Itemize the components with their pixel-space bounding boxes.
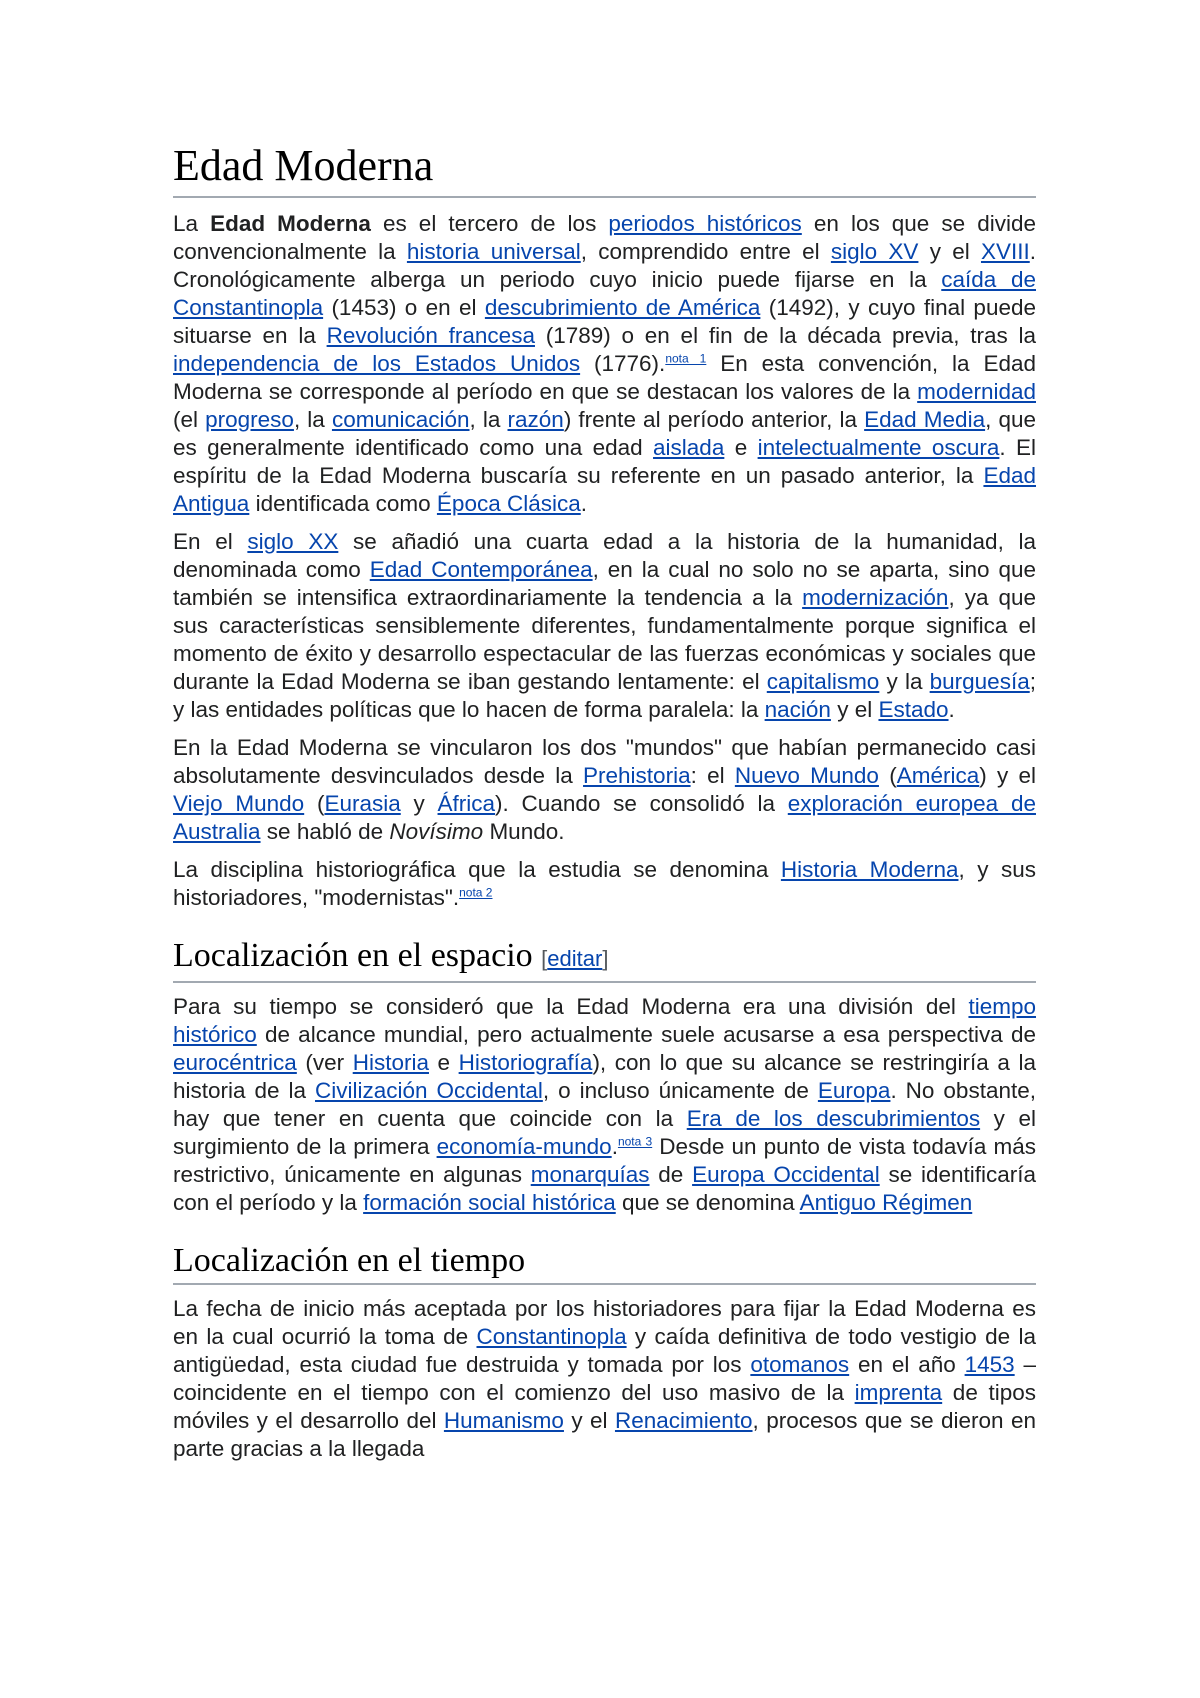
text-run: . No obstante, hay que tener en cuenta que coincide con la: [173, 1078, 1036, 1131]
wiki-link[interactable]: formación social histórica: [363, 1190, 616, 1215]
text-run: y el surgimiento de la primera: [173, 1106, 1037, 1159]
wiki-link[interactable]: Constantinopla: [476, 1324, 627, 1349]
paragraph: [173, 734, 1036, 846]
paragraph: [173, 856, 1036, 912]
wiki-link[interactable]: intelectualmente oscura: [757, 435, 1000, 460]
text-run: Desde un punto de vista todavía más restrictivo, únicamente en algunas: [173, 1134, 1036, 1187]
text-run: , que es generalmente identificado como una edad: [173, 407, 1036, 460]
wiki-link[interactable]: economía-mundo: [436, 1134, 612, 1159]
text-run: : el: [690, 763, 735, 788]
wiki-link[interactable]: descubrimiento de América: [484, 295, 761, 320]
footnote-link[interactable]: nota 1: [665, 351, 707, 366]
paragraph: [173, 993, 1036, 1217]
text-run: . Cronológicamente alberga un periodo cuyo inicio puede fijarse en la: [173, 239, 1037, 292]
wiki-link[interactable]: Revolución francesa: [326, 323, 535, 348]
text-run: .: [611, 1134, 618, 1159]
text-run: identificada como: [249, 491, 437, 516]
section-heading-time: [173, 1239, 1036, 1285]
wiki-link[interactable]: capitalismo: [766, 669, 880, 694]
text-run: , y sus historiadores, "modernistas".: [173, 857, 1036, 910]
text-run: , la: [293, 407, 332, 432]
wiki-link[interactable]: XVIII: [980, 239, 1030, 264]
wiki-link[interactable]: Nuevo Mundo: [734, 763, 879, 788]
text-run: La fecha de inicio más aceptada por los historiadores para fijar la Edad Moderna es en la cual ocurrió la toma de: [173, 1296, 1036, 1349]
text-run: En esta convención, la Edad Moderna se corresponde al período en que se destacan los valores de la: [173, 351, 1037, 404]
text-run: .: [948, 697, 955, 722]
italic-term: Novísimo: [389, 819, 484, 844]
text-run: ) y el: [979, 763, 1036, 788]
wiki-link[interactable]: Edad Media: [864, 407, 986, 432]
wiki-link[interactable]: Historia: [352, 1050, 429, 1075]
section-heading-space: [173, 934, 1036, 983]
text-run: (el: [173, 407, 206, 432]
wiki-link[interactable]: Época Clásica: [436, 491, 581, 516]
wiki-link[interactable]: periodos históricos: [608, 211, 802, 236]
text-run: ) frente al período anterior, la: [563, 407, 865, 432]
page-title: Edad Moderna: [173, 138, 1036, 198]
text-run: , en la cual no solo no se aparta, sino que también se intensifica extraordinariamente la tendencia a la: [173, 557, 1036, 610]
text-run: y caída definitiva de todo vestigio de la antigüedad, esta ciudad fue destruida y tomada por los: [173, 1324, 1036, 1377]
section-title-time: Localización en el tiempo: [173, 1242, 526, 1279]
text-run: La disciplina historiográfica que la estudia se denomina: [173, 857, 781, 882]
wiki-link[interactable]: Edad Antigua: [173, 463, 1036, 516]
text-run: , la: [469, 407, 508, 432]
wiki-link[interactable]: Prehistoria: [583, 763, 691, 788]
text-run: y la: [879, 669, 930, 694]
wiki-link[interactable]: 1453: [964, 1352, 1015, 1377]
wiki-link[interactable]: eurocéntrica: [173, 1050, 297, 1075]
text-run: –coincidente en el tiempo con el comienzo del uso masivo de la: [173, 1352, 1037, 1405]
text-run: En el: [173, 529, 248, 554]
text-run: de tipos móviles y el desarrollo del: [173, 1380, 1036, 1433]
wiki-link[interactable]: caída de Constantinopla: [173, 267, 1036, 320]
wiki-link[interactable]: Antiguo Régimen: [799, 1190, 973, 1215]
text-run: de: [649, 1162, 693, 1187]
wiki-link[interactable]: siglo XV: [830, 239, 919, 264]
wiki-link[interactable]: otomanos: [750, 1352, 850, 1377]
wiki-link[interactable]: modernización: [802, 585, 949, 610]
text-run: (1789) o en el fin de la década previa, tras la: [534, 323, 1037, 348]
wiki-link[interactable]: Europa Occidental: [692, 1162, 880, 1187]
article: [173, 138, 1036, 1473]
text-run: En la Edad Moderna se vincularon los dos "mundos" que habían permanecido casi absolutamente desvinculados desde la: [173, 735, 1036, 788]
edit-bracket-open: [: [541, 946, 548, 971]
text-run: se añadió una cuarta edad a la historia de la humanidad, la denominada como: [173, 529, 1036, 582]
text-run: se identificaría con el período y la: [173, 1162, 1037, 1215]
text-run: y: [400, 791, 438, 816]
section-title-space: Localización en el espacio: [173, 937, 533, 974]
text-run: (1776).: [580, 351, 666, 376]
wiki-link[interactable]: Civilización Occidental: [315, 1078, 543, 1103]
text-run: ; y las entidades políticas que lo hacen de forma paralela: la: [173, 669, 1036, 722]
text-run: (ver: [296, 1050, 353, 1075]
text-run: y el: [830, 697, 879, 722]
wiki-link[interactable]: Europa: [817, 1078, 891, 1103]
wiki-link[interactable]: Estado: [878, 697, 949, 722]
wiki-link[interactable]: modernidad: [917, 379, 1036, 404]
text-run: y el: [563, 1408, 615, 1433]
wiki-link[interactable]: Historiografía: [458, 1050, 593, 1075]
text-run: .: [580, 491, 588, 516]
text-run: e: [428, 1050, 459, 1075]
text-run: (1492), y cuyo final puede situarse en la: [173, 295, 1036, 348]
wiki-link[interactable]: Viejo Mundo: [173, 791, 305, 816]
text-run: , ya que sus características sensiblemente diferentes, fundamentalmente porque significa el momento de éxito y desarrollo espectacular de las fuerzas económicas y sociales que durante la Edad Moderna se iban gestando lentamente: el: [173, 585, 1036, 694]
wiki-link[interactable]: Humanismo: [443, 1408, 564, 1433]
text-run: de alcance mundial, pero actualmente suele acusarse a esa perspectiva de: [256, 1022, 1036, 1047]
wiki-link[interactable]: África: [437, 791, 496, 816]
text-run: en los que se divide convencionalmente la: [173, 211, 1036, 264]
wiki-link[interactable]: Eurasia: [324, 791, 401, 816]
wiki-link[interactable]: Historia Moderna: [780, 857, 959, 882]
text-run: que se denomina: [615, 1190, 800, 1215]
edit-link-wrapper: [541, 946, 608, 971]
text-run: , comprendido entre el: [580, 239, 831, 264]
text-run: es el tercero de los: [370, 211, 609, 236]
paragraph: [173, 1295, 1036, 1463]
edit-link[interactable]: editar: [547, 946, 603, 971]
text-run: Para su tiempo se consideró que la Edad Moderna era una división del: [173, 994, 969, 1019]
text-run: . El espíritu de la Edad Moderna buscaría su referente en un pasado anterior, la: [173, 435, 1037, 488]
footnote-link[interactable]: nota 3: [617, 1134, 653, 1149]
wiki-link[interactable]: comunicación: [331, 407, 470, 432]
wiki-link[interactable]: Renacimiento: [614, 1408, 753, 1433]
wiki-link[interactable]: monarquías: [530, 1162, 650, 1187]
text-run: La: [173, 211, 211, 236]
text-run: se habló de: [260, 819, 390, 844]
wiki-link[interactable]: burguesía: [929, 669, 1030, 694]
footnote-ref: [665, 352, 706, 366]
paragraph: [173, 528, 1036, 724]
text-run: , procesos que se dieron en parte gracias a la llegada: [173, 1408, 1036, 1461]
footnote-ref: [618, 1135, 652, 1149]
text-run: e: [724, 435, 758, 460]
footnote-link[interactable]: nota 2: [459, 885, 493, 900]
wiki-link[interactable]: aislada: [653, 435, 725, 460]
paragraph: [173, 210, 1036, 518]
text-run: Mundo.: [483, 819, 565, 844]
footnote-ref: [459, 886, 492, 900]
wiki-link[interactable]: América: [896, 763, 980, 788]
text-run: (: [878, 763, 897, 788]
wiki-link[interactable]: nación: [764, 697, 831, 722]
text-run: ). Cuando se consolidó la: [495, 791, 788, 816]
wiki-link[interactable]: historia universal: [406, 239, 581, 264]
space-section: [173, 993, 1036, 1217]
text-run: , o incluso únicamente de: [542, 1078, 818, 1103]
wiki-link[interactable]: exploración europea de Australia: [173, 791, 1036, 844]
wiki-link[interactable]: siglo XX: [247, 529, 339, 554]
text-run: ), con lo que su alcance se restringiría a la historia de la: [173, 1050, 1036, 1103]
wiki-link[interactable]: progreso: [205, 407, 294, 432]
wiki-link[interactable]: independencia de los Estados Unidos: [173, 351, 581, 376]
intro-section: [173, 210, 1036, 912]
time-section: [173, 1295, 1036, 1463]
text-run: y el: [918, 239, 981, 264]
wiki-link[interactable]: razón: [507, 407, 564, 432]
text-run: en el año: [849, 1352, 965, 1377]
wiki-link[interactable]: Edad Contemporánea: [369, 557, 593, 582]
text-run: (: [304, 791, 325, 816]
text-run: (1453) o en el: [323, 295, 485, 320]
wiki-link[interactable]: Era de los descubrimientos: [686, 1106, 981, 1131]
edit-bracket-close: ]: [602, 946, 609, 971]
wiki-link[interactable]: tiempo histórico: [173, 994, 1036, 1047]
wiki-link[interactable]: imprenta: [854, 1380, 943, 1405]
bold-term: Edad Moderna: [210, 211, 371, 236]
